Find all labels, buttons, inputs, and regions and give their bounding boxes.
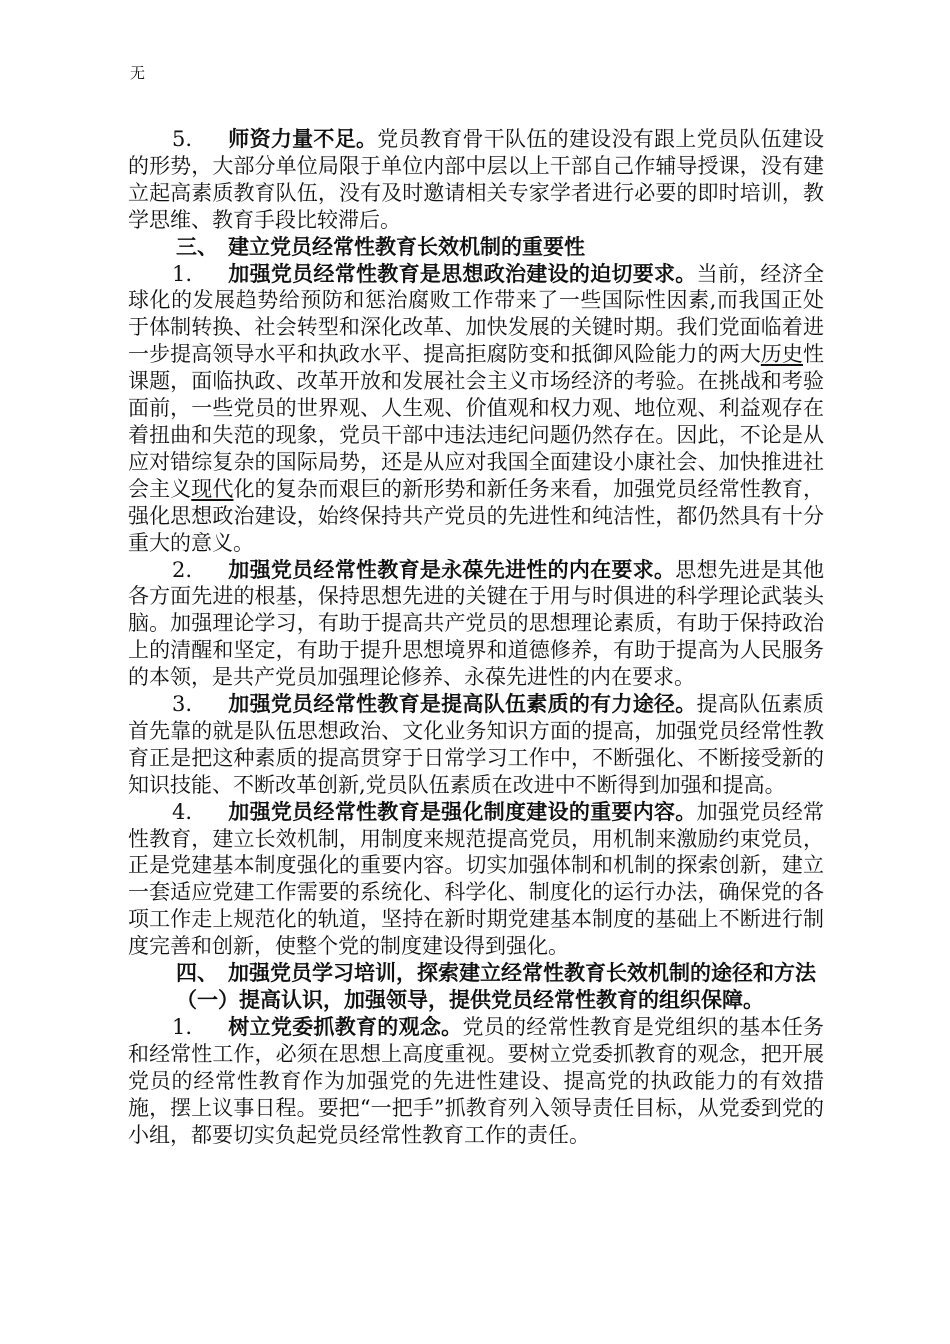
paragraph-3-3 <box>128 691 824 799</box>
link-modern[interactable]: 现代 <box>191 476 234 501</box>
item-title: 加强党员经常性教育是提高队伍素质的有力途径。 <box>228 691 697 717</box>
section-number: 三、 <box>176 233 218 259</box>
item-number: 1. <box>172 1014 193 1039</box>
paragraph-4-1 <box>128 1014 824 1149</box>
paragraph-5 <box>128 126 824 234</box>
item-body: 性课题，面临执政、改革开放和发展社会主义市场经济的考验。在挑战和考验面前，一些党员的世界观、人生观、价值观和权力观、地位观、利益观存在着扭曲和失范的现象，党员干部中违法违纪问题仍然存在。因此，不论是从应对错综复杂的国际局势，还是从应对我国全面建设小康社会、加快推进社会主义 <box>128 342 824 501</box>
item-number: 2. <box>172 557 193 582</box>
item-body: 党员的经常性教育是党组织的基本任务和经常性工作，必须在思想上高度重视。要树立党委抓教育的观念，把开展党员的经常性教育作为加强党的先进性建设、提高党的执政能力的有效措施，摆上议事日程。要把“一把手”抓教育列入领导责任目标，从党委到党的小组，都要切实负起党员经常性教育工作的责任。 <box>128 1014 825 1147</box>
item-body: 当前，经济全球化的发展趋势给预防和惩治腐败工作带来了一些国际性因素,而我国正处于体制转换、社会转型和深化改革、加快发展的关键时期。我们党面临着进一步提高领导水平和执政水平、提高拒腐防变和抵御风险能力的两大 <box>128 261 825 367</box>
section-heading-4 <box>128 960 824 987</box>
item-body: 加强党员经常性教育，建立长效机制，用制度来规范提高党员，用机制来激励约束党员，正是党建基本制度强化的重要内容。切实加强体制和机制的探索创新，建立一套适应党建工作需要的系统化、科学化、制度化的运行办法，确保党的各项工作走上规范化的轨道，坚持在新时期党建基本制度的基础上不断进行制度完善和创新，使整个党的制度建设得到强化。 <box>128 799 825 959</box>
page-header: 无 <box>130 64 146 82</box>
section-number: 四、 <box>176 960 218 986</box>
item-body: 化的复杂而艰巨的新形势和新任务来看，加强党员经常性教育，强化思想政治建设，始终保持共产党员的先进性和纯洁性，都仍然具有十分重大的意义。 <box>128 476 824 555</box>
item-title: 加强党员经常性教育是思想政治建设的迫切要求。 <box>228 260 697 286</box>
paragraph-3-2 <box>128 557 824 692</box>
item-title: 加强党员经常性教育是永葆先进性的内在要求。 <box>228 556 676 582</box>
item-body: 提高队伍素质首先靠的就是队伍思想政治、文化业务知识方面的提高，加强党员经常性教育正是把这种素质的提高贯穿于日常学习工作中，不断强化、不断接受新的知识技能、不断改革创新,党员队伍素质在改进中不断得到加强和提高。 <box>128 692 825 797</box>
paragraph-3-4 <box>128 799 824 960</box>
item-number: 3. <box>172 692 193 717</box>
document-body <box>128 126 824 1148</box>
subsection-heading-1: （一）提高认识，加强领导，提供党员经常性教育的组织保障。 <box>176 987 764 1012</box>
item-title: 树立党委抓教育的观念。 <box>228 1013 463 1039</box>
paragraph-3-1 <box>128 261 824 557</box>
link-history[interactable]: 历史 <box>760 342 803 367</box>
item-number: 5. <box>172 127 193 151</box>
section-title: 建立党员经常性教育长效机制的重要性 <box>228 233 585 259</box>
item-title: 师资力量不足。 <box>228 126 378 151</box>
item-number: 4. <box>172 799 193 824</box>
item-body: 党员教育骨干队伍的建设没有跟上党员队伍建设的形势，大部分单位局限于单位内部中层以上干部自己作辅导授课，没有建立起高素质教育队伍，没有及时邀请相关专家学者进行必要的即时培训，教学思维、教育手段比较滞后。 <box>128 127 825 232</box>
item-number: 1. <box>172 261 193 286</box>
section-title: 加强党员学习培训，探索建立经常性教育长效机制的途径和方法 <box>228 960 816 986</box>
section-heading-3 <box>128 234 824 261</box>
item-title: 加强党员经常性教育是强化制度建设的重要内容。 <box>228 798 697 824</box>
item-body: 思想先进是其他各方面先进的根基，保持思想先进的关键在于用与时俱进的科学理论武装头脑。加强理论学习，有助于提高共产党员的思想理论素质，有助于保持政治上的清醒和坚定，有助于提升思想境界和道德修养，有助于提高为人民服务的本领，是共产党员加强理论修养、永葆先进性的内在要求。 <box>128 557 825 690</box>
